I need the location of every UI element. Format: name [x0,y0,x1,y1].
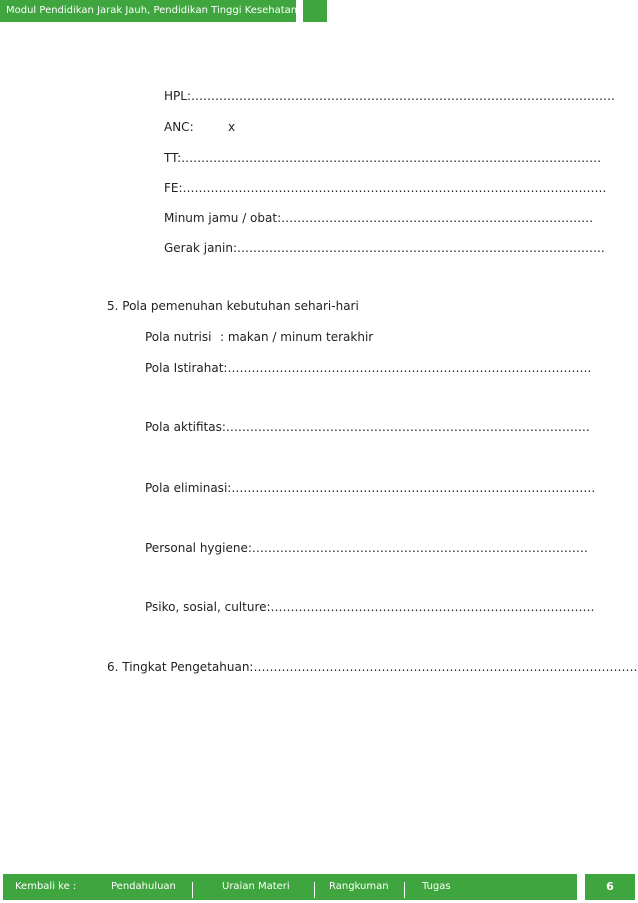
nav-uraian-materi-link[interactable]: Uraian Materi [222,881,290,892]
anc-label: ANC: [164,120,194,134]
pola-istirahat-line: Pola Istirahat:………………………………………………………………………………. [145,361,592,375]
pola-eliminasi-line: Pola eliminasi:………………………………………………………………………………. [145,481,596,495]
page-number-box [585,874,635,900]
pola-aktifitas-line: Pola aktifitas:………………………………………………………………………………. [145,420,590,434]
pola-nutrisi-label: Pola nutrisi [145,330,212,344]
header-accent-block [303,0,327,22]
hpl-line: HPL:……………………………………………………………………………………………. [164,89,615,103]
section-6-line: 6. Tingkat Pengetahuan:…………………………………………………………………………………… [107,660,638,674]
anc-value: x [228,120,236,134]
nav-divider [404,882,405,898]
nav-rangkuman-link[interactable]: Rangkuman [329,881,389,892]
gerak-janin-line: Gerak janin:……………………………………………………………………………….. [164,241,605,255]
nav-tugas-link[interactable]: Tugas [422,881,451,892]
minum-jamu-line: Minum jamu / obat:…………………………………………………………………… [164,211,594,225]
nav-divider [192,882,193,898]
nav-pendahuluan-link[interactable]: Pendahuluan [111,881,176,892]
module-title: Modul Pendidikan Jarak Jauh, Pendidikan Tinggi Kesehatan [6,5,298,16]
page-number: 6 [606,880,614,893]
module-header [0,0,296,22]
psiko-sosial-line: Psiko, sosial, culture:……………………………………………………………………… [145,600,595,614]
back-label: Kembali ke : [15,881,77,892]
personal-hygiene-line: Personal hygiene:………………………………………………………………………… [145,541,588,555]
tt-line: TT:…………………………………………………………………………………………… [164,151,602,165]
fe-line: FE:……………………………………………………………………………………………. [164,181,607,195]
pola-nutrisi-value: : makan / minum terakhir [220,330,374,344]
section-5-title: 5. Pola pemenuhan kebutuhan sehari-hari [107,299,359,313]
nav-divider [314,882,315,898]
footer-nav-bar [3,874,577,900]
